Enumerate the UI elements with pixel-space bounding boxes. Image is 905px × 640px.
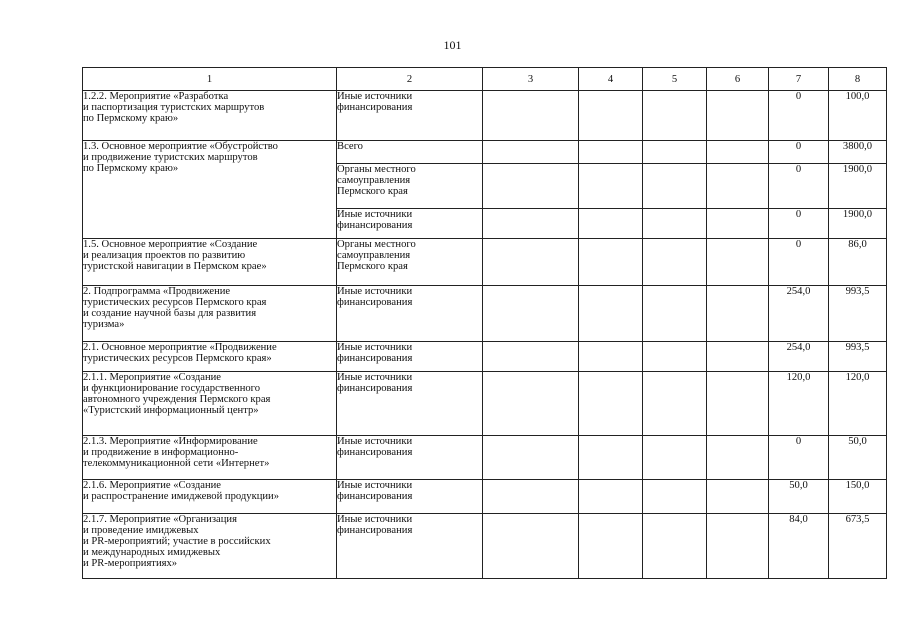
text-line: и проведение имиджевых [83, 525, 199, 536]
empty-cell [579, 209, 643, 239]
empty-cell [579, 141, 643, 164]
text-line: Иные источники [337, 372, 413, 383]
amount-cell-c8: 673,5 [829, 514, 887, 579]
amount-cell-c8: 3800,0 [829, 141, 887, 164]
text-line: автономного учреждения Пермского края [83, 394, 271, 405]
text-line: и PR-мероприятиях» [83, 558, 178, 569]
amount-cell-c7: 50,0 [769, 480, 829, 514]
text-line: и продвижение в информационно- [83, 447, 239, 458]
empty-cell [579, 480, 643, 514]
empty-cell [643, 286, 707, 342]
text-line: туристской навигации в Пермском крае» [83, 261, 267, 272]
empty-cell [643, 342, 707, 372]
text-line: финансирования [337, 447, 413, 458]
amount-cell-c7: 0 [769, 239, 829, 286]
text-line: по Пермскому краю» [83, 113, 179, 124]
text-line: 1.2.2. Мероприятие «Разработка [83, 91, 229, 102]
empty-cell [483, 436, 579, 480]
text-line: телекоммуникационной сети «Интернет» [83, 458, 270, 469]
empty-cell [707, 209, 769, 239]
text-line: финансирования [337, 525, 413, 536]
empty-cell [579, 372, 643, 436]
empty-cell [643, 480, 707, 514]
funding-source-cell [337, 372, 483, 436]
table-row [83, 372, 887, 436]
empty-cell [483, 480, 579, 514]
text-line: и реализация проектов по развитию [83, 250, 246, 261]
activity-name-cell [83, 239, 337, 286]
text-line: 1.5. Основное мероприятие «Создание [83, 239, 258, 250]
funding-source-cell [337, 164, 483, 209]
header-cell: 4 [579, 68, 643, 91]
empty-cell [643, 372, 707, 436]
empty-cell [707, 514, 769, 579]
empty-cell [579, 239, 643, 286]
empty-cell [483, 342, 579, 372]
empty-cell [483, 91, 579, 141]
table-body [83, 91, 887, 579]
activity-name-cell [83, 141, 337, 239]
funding-source-cell [337, 91, 483, 141]
table-row [83, 436, 887, 480]
empty-cell [579, 514, 643, 579]
text-line: 2.1.6. Мероприятие «Создание [83, 480, 222, 491]
text-line: самоуправления [337, 250, 411, 261]
empty-cell [707, 480, 769, 514]
activity-name-cell [83, 342, 337, 372]
empty-cell [483, 209, 579, 239]
text-line: Иные источники [337, 209, 413, 220]
text-line: «Туристский информационный центр» [83, 405, 259, 416]
empty-cell [707, 91, 769, 141]
header-cell: 8 [829, 68, 887, 91]
empty-cell [707, 286, 769, 342]
amount-cell-c7: 254,0 [769, 286, 829, 342]
table-row [83, 514, 887, 579]
empty-cell [643, 239, 707, 286]
header-cell: 3 [483, 68, 579, 91]
empty-cell [707, 342, 769, 372]
text-line: финансирования [337, 102, 413, 113]
empty-cell [707, 372, 769, 436]
amount-cell-c8: 1900,0 [829, 209, 887, 239]
text-line: Иные источники [337, 514, 413, 525]
text-line: 2. Подпрограмма «Продвижение [83, 286, 231, 297]
amount-cell-c8: 993,5 [829, 286, 887, 342]
text-line: Всего [337, 141, 363, 152]
text-line: по Пермскому краю» [83, 163, 179, 174]
activity-name-cell [83, 480, 337, 514]
text-line: 2.1.1. Мероприятие «Создание [83, 372, 222, 383]
funding-source-cell [337, 239, 483, 286]
text-line: 1.3. Основное мероприятие «Обустройство [83, 141, 278, 152]
amount-cell-c7: 0 [769, 164, 829, 209]
empty-cell [483, 164, 579, 209]
text-line: и распространение имиджевой продукции» [83, 491, 280, 502]
empty-cell [707, 239, 769, 286]
amount-cell-c7: 0 [769, 436, 829, 480]
text-line: и создание научной базы для развития [83, 308, 257, 319]
amount-cell-c7: 120,0 [769, 372, 829, 436]
table-row [83, 480, 887, 514]
text-line: финансирования [337, 383, 413, 394]
text-line: финансирования [337, 491, 413, 502]
activity-name-cell [83, 436, 337, 480]
empty-cell [643, 164, 707, 209]
text-line: финансирования [337, 297, 413, 308]
funding-source-cell [337, 342, 483, 372]
empty-cell [643, 141, 707, 164]
text-line: Органы местного [337, 239, 416, 250]
empty-cell [483, 239, 579, 286]
activity-name-cell [83, 514, 337, 579]
empty-cell [707, 436, 769, 480]
empty-cell [579, 164, 643, 209]
empty-cell [643, 91, 707, 141]
empty-cell [579, 342, 643, 372]
amount-cell-c8: 120,0 [829, 372, 887, 436]
activity-name-cell [83, 91, 337, 141]
budget-table [82, 67, 887, 579]
empty-cell [579, 91, 643, 141]
text-line: финансирования [337, 220, 413, 231]
text-line: туристических ресурсов Пермского края [83, 297, 267, 308]
amount-cell-c8: 150,0 [829, 480, 887, 514]
text-line: Пермского края [337, 186, 408, 197]
header-row [83, 68, 887, 91]
amount-cell-c7: 0 [769, 91, 829, 141]
text-line: финансирования [337, 353, 413, 364]
table-row [83, 91, 887, 141]
funding-source-cell [337, 209, 483, 239]
amount-cell-c7: 84,0 [769, 514, 829, 579]
amount-cell-c7: 254,0 [769, 342, 829, 372]
header-cell: 5 [643, 68, 707, 91]
funding-source-cell [337, 286, 483, 342]
text-line: и международных имиджевых [83, 547, 221, 558]
funding-source-cell [337, 480, 483, 514]
text-line: Иные источники [337, 286, 413, 297]
empty-cell [579, 286, 643, 342]
page-number: 101 [443, 38, 462, 52]
funding-source-cell [337, 141, 483, 164]
empty-cell [483, 514, 579, 579]
text-line: Иные источники [337, 91, 413, 102]
funding-source-cell [337, 436, 483, 480]
empty-cell [643, 209, 707, 239]
activity-name-cell [83, 286, 337, 342]
amount-cell-c8: 100,0 [829, 91, 887, 141]
text-line: и продвижение туристских маршрутов [83, 152, 258, 163]
empty-cell [483, 372, 579, 436]
table-row [83, 342, 887, 372]
text-line: Органы местного [337, 164, 416, 175]
text-line: и PR-мероприятий; участие в российских [83, 536, 271, 547]
empty-cell [579, 436, 643, 480]
funding-source-cell [337, 514, 483, 579]
text-line: и функционирование государственного [83, 383, 261, 394]
text-line: и паспортизация туристских маршрутов [83, 102, 265, 113]
text-line: Иные источники [337, 436, 413, 447]
amount-cell-c8: 86,0 [829, 239, 887, 286]
amount-cell-c8: 1900,0 [829, 164, 887, 209]
text-line: 2.1.7. Мероприятие «Организация [83, 514, 237, 525]
header-cell: 7 [769, 68, 829, 91]
amount-cell-c7: 0 [769, 209, 829, 239]
table-row [83, 286, 887, 342]
text-line: Иные источники [337, 342, 413, 353]
empty-cell [643, 436, 707, 480]
text-line: туристических ресурсов Пермского края» [83, 353, 272, 364]
amount-cell-c8: 993,5 [829, 342, 887, 372]
empty-cell [707, 164, 769, 209]
amount-cell-c7: 0 [769, 141, 829, 164]
table-row [83, 141, 887, 164]
empty-cell [643, 514, 707, 579]
empty-cell [483, 286, 579, 342]
text-line: 2.1. Основное мероприятие «Продвижение [83, 342, 277, 353]
text-line: 2.1.3. Мероприятие «Информирование [83, 436, 258, 447]
text-line: туризма» [83, 319, 125, 330]
header-cell: 1 [83, 68, 337, 91]
text-line: самоуправления [337, 175, 411, 186]
empty-cell [483, 141, 579, 164]
amount-cell-c8: 50,0 [829, 436, 887, 480]
activity-name-cell [83, 372, 337, 436]
header-cell: 6 [707, 68, 769, 91]
table-row [83, 239, 887, 286]
text-line: Иные источники [337, 480, 413, 491]
empty-cell [707, 141, 769, 164]
text-line: Пермского края [337, 261, 408, 272]
header-cell: 2 [337, 68, 483, 91]
